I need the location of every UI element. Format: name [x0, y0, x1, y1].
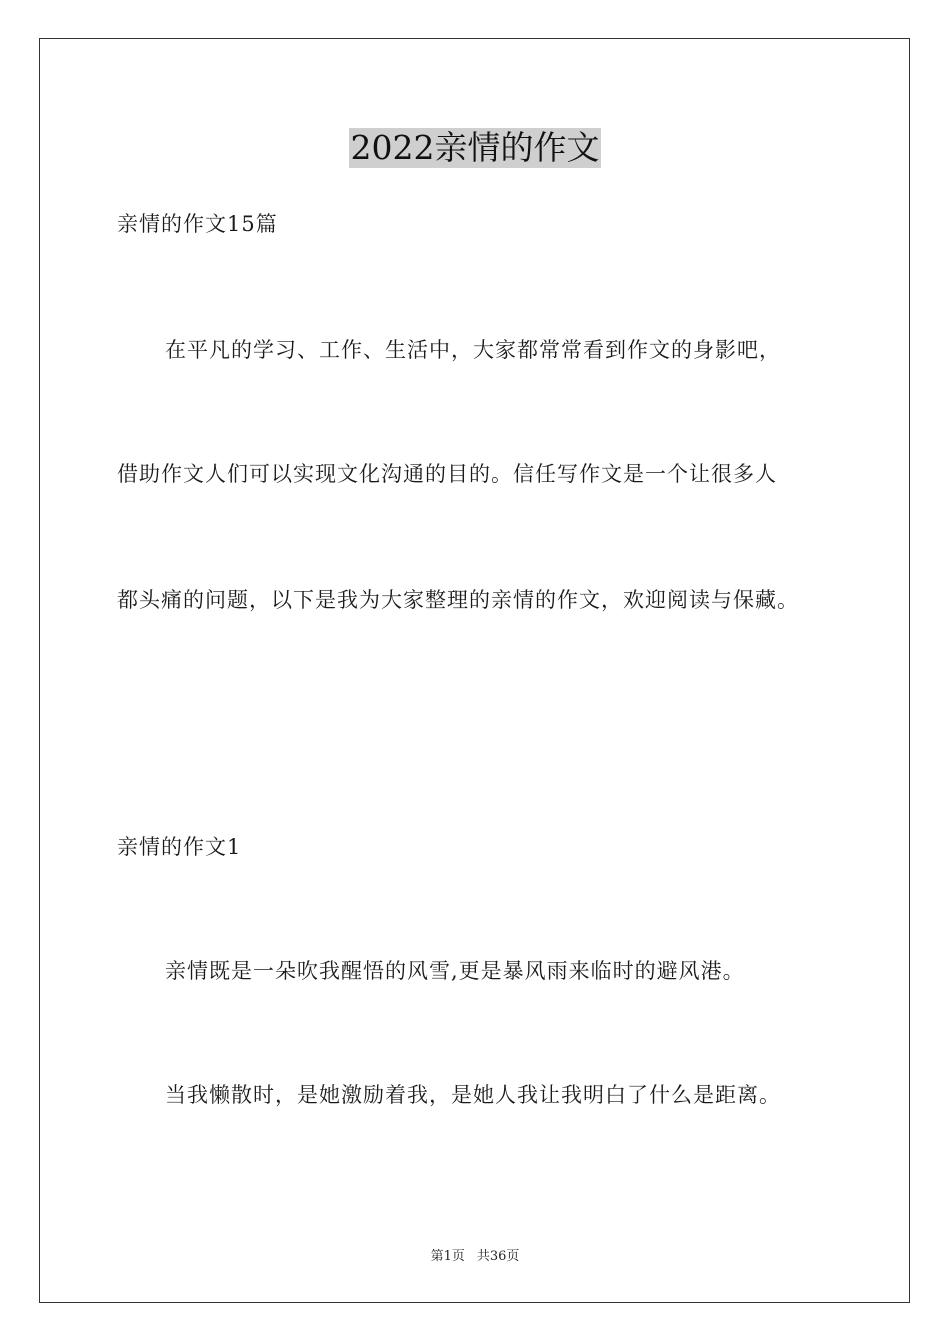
section-heading: 亲情的作文1: [117, 835, 242, 859]
intro-line-1: 在平凡的学习、工作、生活中，大家都常常看到作文的身影吧，: [165, 338, 781, 362]
page-total: 共36页: [476, 1249, 520, 1264]
body-line-2: 当我懒散时，是她激励着我，是她人我让我明白了什么是距离。: [165, 1083, 781, 1107]
intro-line-2: 借助作文人们可以实现文化沟通的目的。信任写作文是一个让很多人: [117, 462, 777, 486]
subtitle: 亲情的作文15篇: [117, 212, 278, 236]
page-number: 第1页: [430, 1249, 465, 1264]
document-title: 2022亲情的作文: [350, 128, 600, 167]
page-footer: [0, 1248, 950, 1266]
body-line-1: 亲情既是一朵吹我醒悟的风雪,更是暴风雨来临时的避风港。: [165, 959, 745, 983]
intro-line-3: 都头痛的问题，以下是我为大家整理的亲情的作文，欢迎阅读与保藏。: [117, 588, 799, 612]
title-container: [0, 128, 950, 168]
